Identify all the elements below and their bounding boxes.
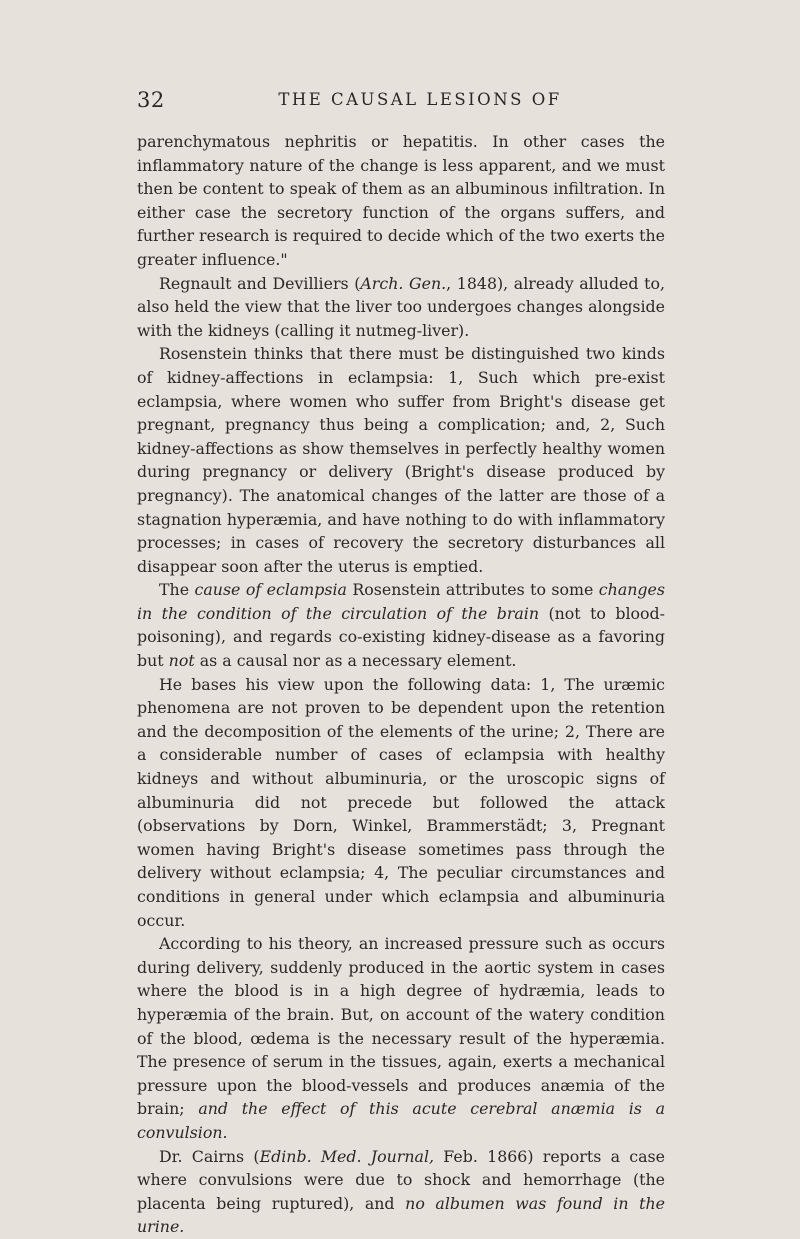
- emphasis-cause-of-eclampsia: cause of eclampsia: [194, 580, 347, 600]
- paragraph-1: [137, 130, 665, 272]
- running-head: THE CAUSAL LESIONS OF: [278, 90, 562, 109]
- paragraph-1-text: parenchymatous nephritis or hepatitis. In other cases the inflammatory nature of the change is less apparent, and we must then be content to speak of them as an albuminous infiltration. In either case the secretory function of the organs suffers, and further research is required to decide which of the two exerts the greater influence.": [137, 132, 665, 269]
- paragraph-2-text-a: Regnault and Devilliers (: [159, 273, 361, 293]
- page-number: 32: [137, 88, 165, 112]
- emphasis-changes-in-circulation: changes in the condition of the circulation of the brain: [137, 580, 665, 623]
- paragraph-5: [137, 673, 665, 933]
- emphasis-no-albumen: no albumen was found in the urine.: [137, 1193, 665, 1237]
- paragraph-6: [137, 932, 665, 1144]
- emphasis-not: not: [168, 651, 195, 671]
- page-header: [0, 88, 800, 118]
- paragraph-3: [137, 342, 665, 578]
- paragraph-4: [137, 578, 665, 672]
- paragraph-7: [137, 1145, 665, 1239]
- paragraph-3-text: Rosenstein thinks that there must be distinguished two kinds of kidney-affections in eclampsia: 1, Such which pre-exist eclampsia, where women who suffer from Bright's disease get pregnant, pregnancy thus being a complication; and, 2, Such kidney-affections as show themselves in perfectly healthy women during pregnancy or delivery (Bright's disease produced by pregnancy). The anatomical changes of the latter are those of a stagnation hyperæmia, and have nothing to do with inflammatory processes; in cases of recovery the secretory disturbances all disappear soon after the uterus is emptied.: [137, 344, 665, 576]
- body-text: [137, 130, 665, 1239]
- paragraph-4-text-e: (not to blood-poisoning), and regards co-existing kidney-disease as a favoring but: [137, 603, 665, 671]
- paragraph-5-text: He bases his view upon the following data: 1, The uræmic phenomena are not proven to be dependent upon the retention and the decomposition of the elements of the urine; 2, There are a considerable number of cases of eclampsia with healthy kidneys and without albuminuria, or the uroscopic signs of albuminuria did not precede but followed the attack (observations by Dorn, Winkel, Brammerstädt; 3, Pregnant women having Bright's disease sometimes pass through the delivery without eclampsia; 4, The peculiar circumstances and conditions in general under which eclampsia and albuminuria occur.: [137, 674, 665, 930]
- paragraph-6-text-a: According to his theory, an increased pressure such as occurs during delivery, suddenly produced in the aortic system in cases where the blood is in a high degree of hydræmia, leads to hyperæmia of the brain. But, on account of the watery condition of the blood, œdema is the necessary result of the hyperæmia. The presence of serum in the tissues, again, exerts a mechanical pressure upon the blood-vessels and produces anæmia of the brain;: [137, 934, 665, 1119]
- paragraph-4-text-c: Rosenstein attributes to some: [346, 580, 599, 600]
- citation-edinb-med-journal: Edinb. Med. Journal,: [259, 1146, 435, 1166]
- paragraph-4-text-a: The: [159, 580, 195, 600]
- paragraph-7-text-a: Dr. Cairns (: [159, 1146, 260, 1166]
- paragraph-4-text-g: as a causal nor as a necessary element.: [194, 651, 517, 671]
- paragraph-7-text-c: Feb. 1866) reports a case where convulsions were due to shock and hemorrhage (the placenta being ruptured), and: [137, 1146, 665, 1213]
- emphasis-anaemia-convulsion: and the effect of this acute cerebral anæmia is a convulsion.: [137, 1099, 665, 1142]
- paragraph-2-text-c: , 1848), already alluded to, also held the view that the liver too undergoes changes alongside with the kidneys (calling it nutmeg-liver).: [137, 273, 666, 340]
- citation-arch-gen: Arch. Gen.: [360, 273, 447, 293]
- paragraph-2: [137, 272, 665, 343]
